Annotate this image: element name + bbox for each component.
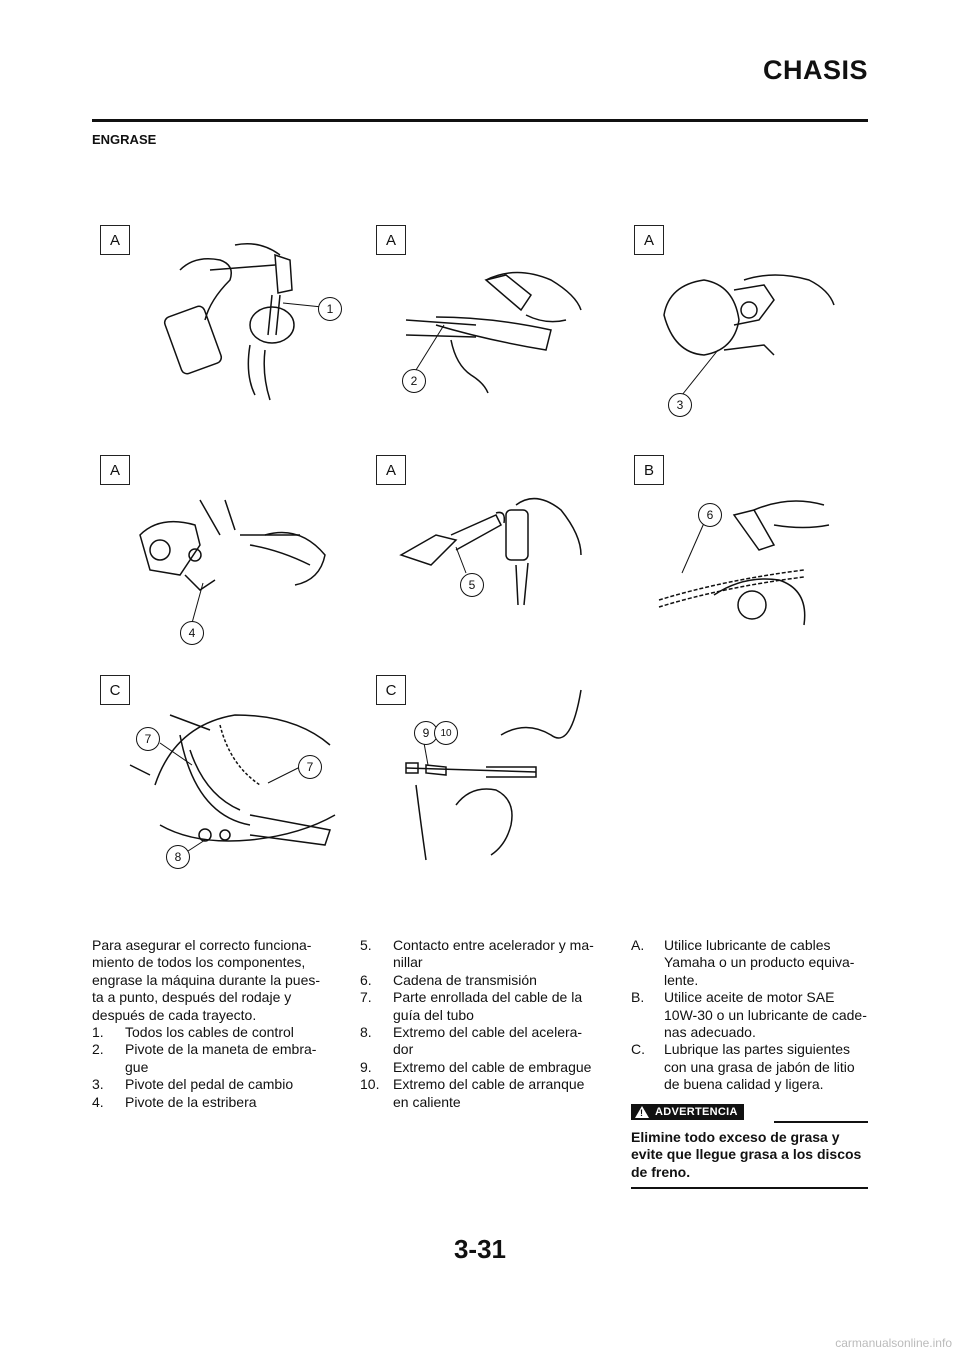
list-item: 6. Cadena de transmisión: [360, 971, 537, 988]
figure-throttle-guide: [100, 675, 350, 875]
callout-4: 4: [180, 621, 204, 645]
list-item: C. Lubrique las partes siguientes con una grasa de jabón de litio de buena calidad y ligera.: [631, 1041, 855, 1093]
callout-2: 2: [402, 369, 426, 393]
callout-7: 7: [136, 727, 160, 751]
intro-text: Para asegurar el correcto funciona-miento de todos los componentes, engrase la máquina durante la pues-ta a punto, después del rodaje y después de cada trayecto.: [92, 937, 321, 1023]
warning-box: [631, 1104, 868, 1189]
list-item: 1. Todos los cables de control: [92, 1024, 294, 1041]
footrest-drawing: [100, 455, 350, 650]
section-title: ENGRASE: [92, 132, 157, 147]
figure-label: A: [376, 455, 406, 485]
page-title: CHASIS: [762, 55, 868, 85]
throttle-drawing: [376, 455, 606, 615]
callout-6: 6: [698, 503, 722, 527]
callout-7: 7: [298, 755, 322, 779]
shift-pedal-drawing: [634, 225, 864, 420]
figure-cable-ends: [376, 675, 606, 865]
cable-lubrication-drawing: [100, 225, 350, 405]
cable-ends-drawing: [376, 675, 606, 865]
lubricant-column: [631, 937, 871, 1094]
figure-drive-chain: [634, 455, 864, 625]
list-item: 7. Parte enrollada del cable de la guía del tubo: [360, 989, 583, 1023]
intro-column: [92, 937, 330, 1111]
figure-cable-lubricator: [100, 225, 350, 405]
list-item: B. Utilice aceite de motor SAE 10W-30 o un lubricante de cade-nas adecuado.: [631, 989, 867, 1041]
warning-triangle-icon: !: [635, 1106, 649, 1118]
warning-bottom-rule: [631, 1187, 868, 1189]
callout-9: 9: [414, 721, 438, 745]
warning-text: Elimine todo exceso de grasa y evite que llegue grasa a los discos de freno.: [631, 1129, 862, 1180]
figure-label: A: [100, 225, 130, 255]
warning-rule: [774, 1121, 868, 1123]
page-number: 3-31: [453, 1234, 507, 1264]
figure-label: C: [376, 675, 406, 705]
drive-chain-drawing: [634, 455, 864, 625]
footer-watermark: carmanualsonline.info: [835, 1336, 952, 1350]
callout-3: 3: [668, 393, 692, 417]
figure-label: A: [376, 225, 406, 255]
callout-5: 5: [460, 573, 484, 597]
callout-8: 8: [166, 845, 190, 869]
figure-label: A: [634, 225, 664, 255]
figure-throttle: [376, 455, 606, 615]
figure-label: A: [100, 455, 130, 485]
list-item: 2. Pivote de la maneta de embra-gue: [92, 1041, 317, 1075]
figure-footrest: [100, 455, 350, 650]
figure-shift-pedal: [634, 225, 864, 420]
list-item: A. Utilice lubricante de cables Yamaha o un producto equiva-lente.: [631, 937, 855, 988]
figure-clutch-lever: [376, 225, 606, 405]
figure-label: C: [100, 675, 130, 705]
list-item: 4. Pivote de la estribera: [92, 1093, 257, 1110]
list-item: 10. Extremo del cable de arranque en caliente: [360, 1076, 585, 1110]
callout-10: 10: [434, 721, 458, 745]
list-item: 5. Contacto entre acelerador y ma-nillar: [360, 937, 594, 971]
callout-1: 1: [318, 297, 342, 321]
list-item: 9. Extremo del cable de embrague: [360, 1058, 592, 1075]
parts-column: [360, 937, 602, 1111]
figure-label: B: [634, 455, 664, 485]
header-rule: [92, 119, 868, 122]
list-item: 8. Extremo del cable del acelera-dor: [360, 1024, 583, 1058]
list-item: 3. Pivote del pedal de cambio: [92, 1076, 294, 1093]
warning-badge: ! ADVERTENCIA: [631, 1104, 744, 1120]
